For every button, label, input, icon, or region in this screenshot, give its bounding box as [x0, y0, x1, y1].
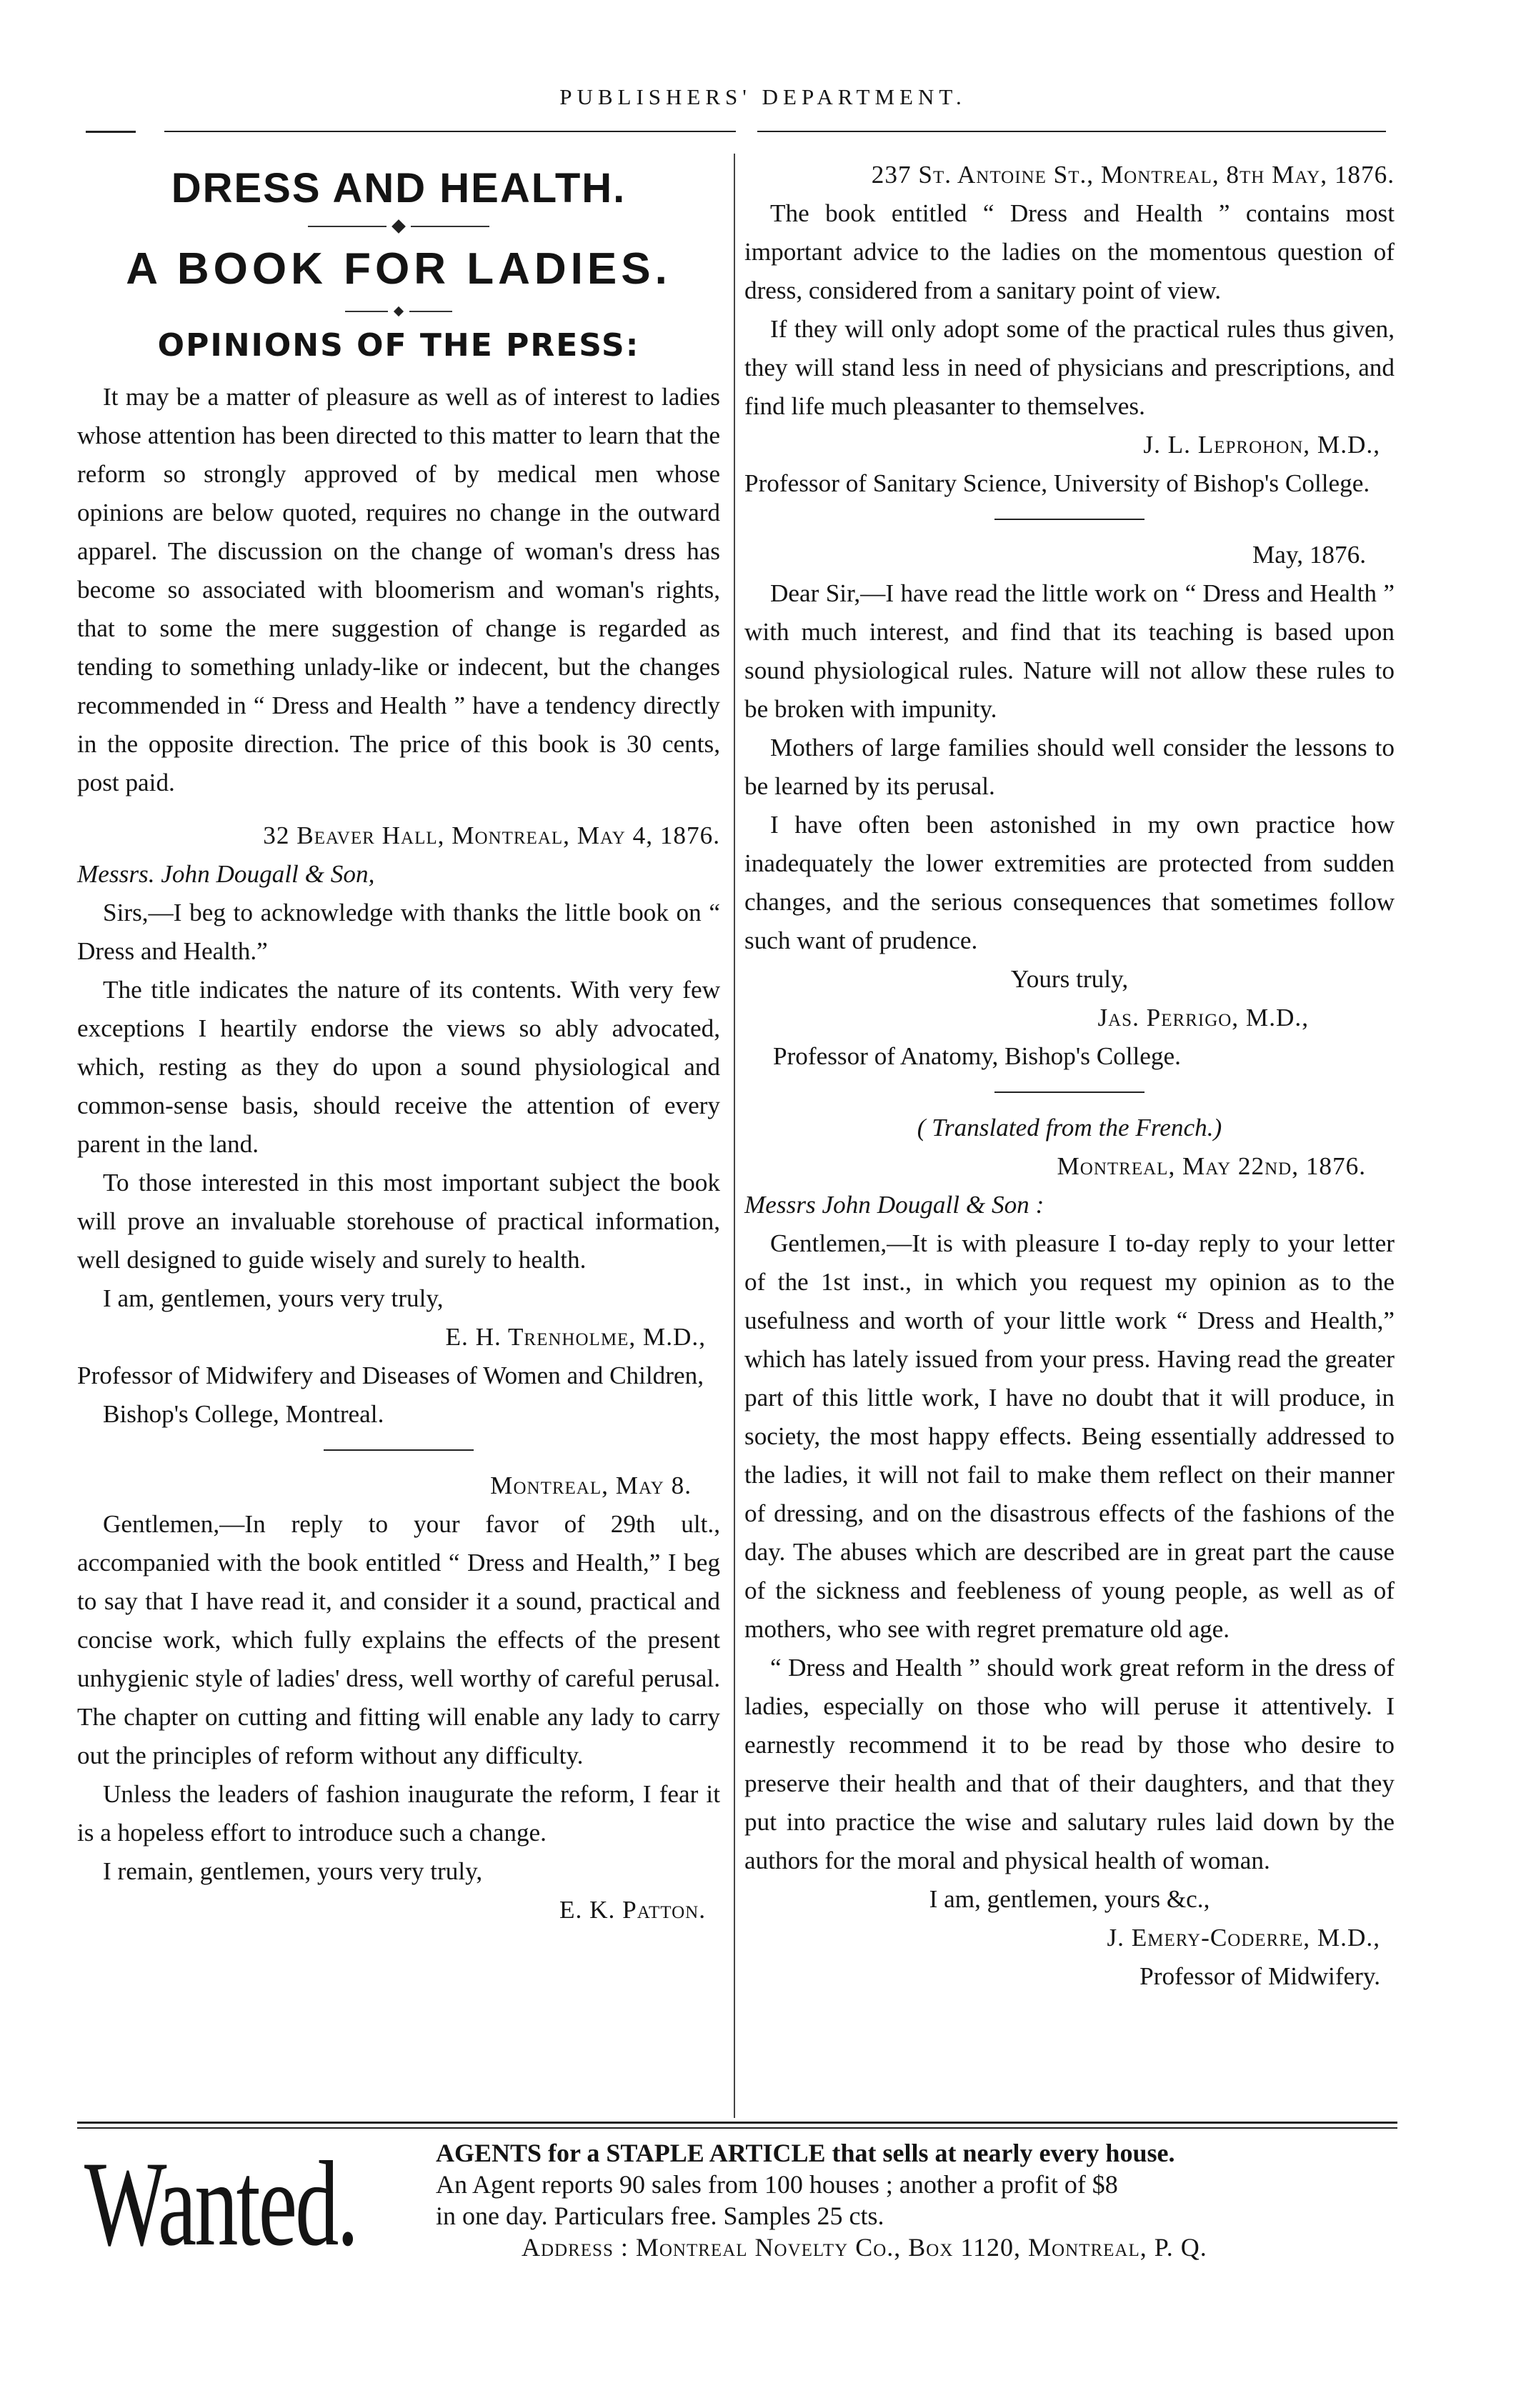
letter2-signature: E. K. Patton.	[559, 1896, 706, 1924]
letter1-paragraph: Sirs,—I beg to acknowledge with thanks the little book on “ Dress and Health.”	[77, 899, 720, 965]
ornament-line	[308, 226, 387, 227]
book-for-ladies-title: A BOOK FOR LADIES.	[126, 244, 672, 294]
subtitle-ornament	[77, 297, 720, 326]
letter4-paragraph: Mothers of large families should well consider the lessons to be learned by its perusal.	[744, 734, 1395, 800]
ornament-diamond	[394, 306, 404, 316]
letter1-paragraph: The title indicates the nature of its contents. With very few exceptions I heartily endorse the views so ably advocated, which, resting as they do upon a sound physiological and common-sense basis, should receive the attention of every parent in the land.	[77, 976, 720, 1158]
letter1-title: Professor of Midwifery and Diseases of Women and Children, Bishop's College, Montreal.	[77, 1362, 704, 1428]
letter1-paragraph: To those interested in this most important subject the book will prove an invaluable storehouse of practical information, well designed to guide wisely and surely to health.	[77, 1169, 720, 1274]
section-divider	[994, 519, 1144, 520]
letter2-dateline: Montreal, May 8.	[490, 1472, 692, 1499]
letter2-closing: I remain, gentlemen, yours very truly,	[103, 1857, 483, 1885]
letter4-paragraph: Dear Sir,—I have read the little work on “ Dress and Health ” with much interest, and find that its teaching is based upon sound physiological rules. Nature will not allow these rules to be broken with impunity.	[744, 579, 1395, 723]
letter3-paragraph: The book entitled “ Dress and Health ” contains most important advice to the ladies on the momentous question of dress, considered from a sanitary point of view.	[744, 199, 1395, 304]
head-rule-left	[86, 131, 136, 133]
letter5-paragraph: “ Dress and Health ” should work great reform in the dress of ladies, especially on those who will peruse it attentively. I earnestly recommend it to be read by those who desire to preserve their health and that of their daughters, and that they put into practice the wise and salutary rules laid down by the authors for the moral and physical health of woman.	[744, 1654, 1395, 1874]
translation-note: ( Translated from the French.)	[917, 1114, 1222, 1141]
left-column	[77, 143, 720, 1929]
ornament-line	[409, 311, 452, 312]
letter1-dateline: 32 Beaver Hall, Montreal, May 4, 1876.	[263, 821, 720, 849]
intro-paragraph: It may be a matter of pleasure as well as of interest to ladies whose attention has been directed to this matter to learn that the reform so strongly approved of by medical men whose opinions are below quoted, requires no change in the outward apparel. The discussion on the change of woman's dress has become so associated with bloomerism and woman's rights, that to some the mere suggestion of change is regarded as tending to something unlady-like or indecent, but the changes recommended in “ Dress and Health ” have a tendency directly in the opposite direction. The price of this book is 30 cents, post paid.	[77, 383, 720, 796]
letter5-signature: J. Emery-Coderre, M.D.,	[1107, 1924, 1380, 1952]
advert-address: Address : Montreal Novelty Co., Box 1120, Montreal, P. Q.	[522, 2233, 1207, 2262]
title-ornament	[77, 212, 720, 241]
letter4-closing: Yours truly,	[1010, 965, 1129, 993]
running-head: PUBLISHERS' DEPARTMENT.	[559, 84, 967, 109]
letter1-closing: I am, gentlemen, yours very truly,	[103, 1284, 444, 1312]
dress-and-health-title: DRESS AND HEALTH.	[171, 165, 627, 211]
section-divider	[324, 1449, 474, 1451]
letter1-addressee: Messrs. John Dougall & Son,	[77, 860, 375, 888]
letter2-paragraph: Unless the leaders of fashion inaugurate the reform, I fear it is a hopeless effort to introduce such a change.	[77, 1780, 720, 1847]
advert-rule-top	[77, 2122, 1397, 2124]
right-column	[744, 143, 1395, 1996]
letter5-closing: I am, gentlemen, yours &c.,	[929, 1885, 1210, 1913]
letter5-dateline: Montreal, May 22nd, 1876.	[1057, 1152, 1366, 1180]
advert-line-1: AGENTS for a STAPLE ARTICLE that sells at nearly every house.	[436, 2139, 1175, 2167]
advert-text	[436, 2137, 1393, 2263]
ornament-diamond	[392, 219, 406, 234]
ornament-line	[411, 226, 489, 227]
letter1-signature: E. H. Trenholme, M.D.,	[445, 1323, 706, 1351]
letter5-addressee: Messrs John Dougall & Son :	[744, 1191, 1044, 1219]
ornament-line	[345, 311, 388, 312]
letter3-signature: J. L. Leprohon, M.D.,	[1143, 431, 1380, 459]
letter5-title: Professor of Midwifery.	[1139, 1962, 1380, 1990]
wanted-headline: Wanted.	[84, 2137, 357, 2271]
letter4-signature: Jas. Perrigo, M.D.,	[1097, 1004, 1309, 1031]
head-rule-right	[757, 131, 1386, 132]
letter3-dateline: 237 St. Antoine St., Montreal, 8th May, 1876.	[871, 161, 1395, 189]
letter3-paragraph: If they will only adopt some of the practical rules thus given, they will stand less in need of physicians and prescriptions, and find life much pleasanter to themselves.	[744, 315, 1395, 420]
letter4-title: Professor of Anatomy, Bishop's College.	[773, 1042, 1181, 1070]
column-divider	[734, 154, 735, 2118]
head-rule-mid	[164, 131, 736, 132]
section-divider	[994, 1091, 1144, 1093]
advert-line-3: in one day. Particulars free. Samples 25 cts.	[436, 2202, 884, 2230]
advert-line-2: An Agent reports 90 sales from 100 houses ; another a profit of $8	[436, 2170, 1118, 2199]
letter3-title: Professor of Sanitary Science, University of Bishop's College.	[744, 469, 1370, 497]
opinions-heading: OPINIONS OF THE PRESS:	[157, 327, 640, 364]
letter4-paragraph: I have often been astonished in my own practice how inadequately the lower extremities are protected from sudden changes, and the serious consequences that sometimes follow such want of prudence.	[744, 811, 1395, 954]
letter2-paragraph: Gentlemen,—In reply to your favor of 29th ult., accompanied with the book entitled “ Dress and Health,” I beg to say that I have read it, and consider it a sound, practical and concise work, which fully explains the effects of the present unhygienic style of ladies' dress, well worthy of careful perusal. The chapter on cutting and fitting will enable any lady to carry out the principles of reform without any difficulty.	[77, 1510, 720, 1769]
letter5-paragraph: Gentlemen,—It is with pleasure I to-day reply to your letter of the 1st inst., in which you request my opinion as to the usefulness and worth of your little work “ Dress and Health,” which has lately issued from your press. Having read the greater part of this little work, I have no doubt that it will produce, in society, the most happy effects. Being essentially addressed to the ladies, it will not fail to make them reflect on their manner of dressing, and on the disastrous effects of the fashions of the day. The abuses which are described are in great part the cause of the sickness and feebleness of young people, as well as of mothers, who see with regret premature old age.	[744, 1229, 1395, 1643]
advert-rule-top-inner	[77, 2127, 1397, 2129]
letter4-dateline: May, 1876.	[1252, 541, 1366, 569]
